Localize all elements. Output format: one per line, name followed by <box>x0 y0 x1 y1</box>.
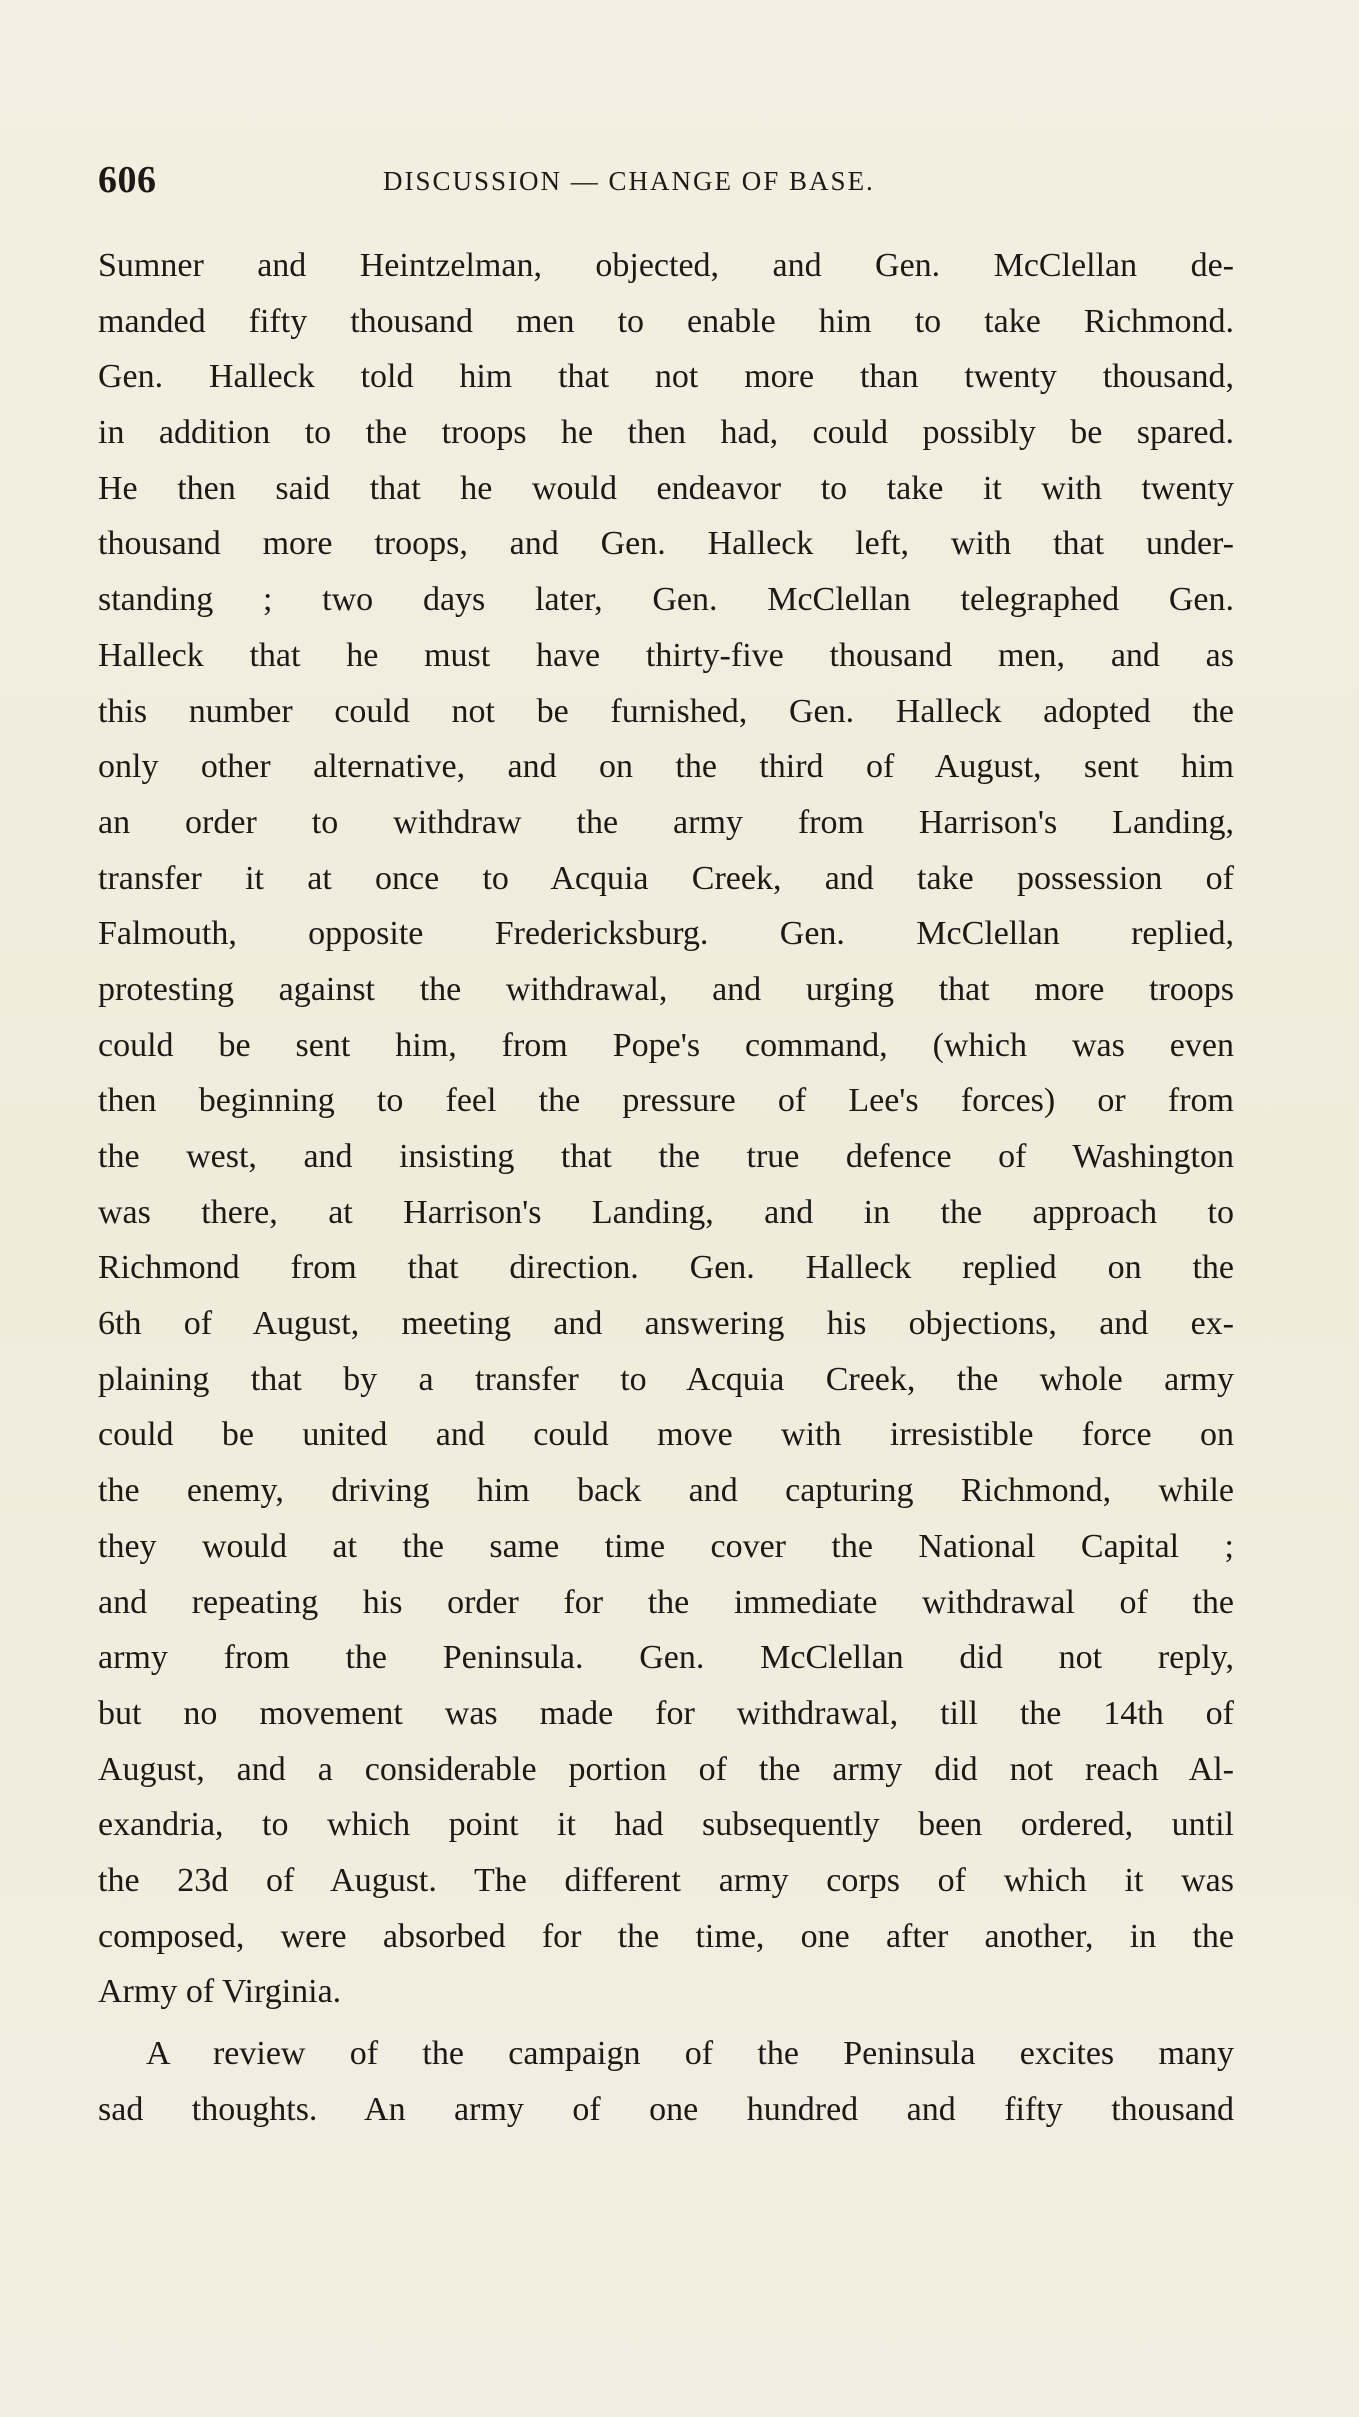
text-line: Gen. Halleck told him that not more than twenty thousand, <box>98 358 1234 396</box>
text-line: thousand more troops, and Gen. Halleck left, with that under- <box>98 525 1234 563</box>
text-line: exandria, to which point it had subsequently been ordered, until <box>98 1806 1234 1844</box>
text-line: Halleck that he must have thirty-five thousand men, and as <box>98 636 1234 674</box>
text-line: 6th of August, meeting and answering his objections, and ex- <box>98 1305 1234 1343</box>
text-line: could be united and could move with irresistible force on <box>98 1416 1234 1454</box>
text-line: He then said that he would endeavor to take it with twenty <box>98 469 1234 507</box>
text-line: Richmond from that direction. Gen. Halleck replied on the <box>98 1249 1234 1287</box>
text-line: in addition to the troops he then had, could possibly be spared. <box>98 414 1234 452</box>
page-number: 606 <box>98 159 157 201</box>
text-line: August, and a considerable portion of the army did not reach Al- <box>98 1750 1234 1788</box>
text-line: only other alternative, and on the third of August, sent him <box>98 748 1234 786</box>
text-line: plaining that by a transfer to Acquia Creek, the whole army <box>98 1360 1234 1398</box>
text-line: transfer it at once to Acquia Creek, and take possession of <box>98 859 1234 897</box>
page-header <box>98 158 1243 208</box>
paragraph <box>98 238 1234 2020</box>
text-line: this number could not be furnished, Gen. Halleck adopted the <box>98 692 1234 730</box>
text-line: protesting against the withdrawal, and urging that more troops <box>98 970 1234 1008</box>
text-line: and repeating his order for the immediate withdrawal of the <box>98 1583 1234 1621</box>
text-line: Falmouth, opposite Fredericksburg. Gen. McClellan replied, <box>98 915 1234 953</box>
text-line: but no movement was made for withdrawal, till the 14th of <box>98 1694 1234 1732</box>
body-text <box>98 238 1234 2137</box>
running-head: DISCUSSION — CHANGE OF BASE. <box>383 166 875 196</box>
text-line: they would at the same time cover the National Capital ; <box>98 1527 1234 1565</box>
text-line: the 23d of August. The different army corps of which it was <box>98 1861 1234 1899</box>
text-line: could be sent him, from Pope's command, (which was even <box>98 1026 1234 1064</box>
text-line: standing ; two days later, Gen. McClellan telegraphed Gen. <box>98 581 1234 619</box>
text-line: was there, at Harrison's Landing, and in the approach to <box>98 1193 1234 1231</box>
text-line: sad thoughts. An army of one hundred and fifty thousand <box>98 2090 1234 2128</box>
text-line: Army of Virginia. <box>98 1973 342 2011</box>
text-line: then beginning to feel the pressure of Lee's forces) or from <box>98 1082 1234 1120</box>
text-line: an order to withdraw the army from Harrison's Landing, <box>98 803 1234 841</box>
text-line: Sumner and Heintzelman, objected, and Gen. McClellan de- <box>98 247 1234 284</box>
text-line: the enemy, driving him back and capturing Richmond, while <box>98 1472 1234 1510</box>
text-line: composed, were absorbed for the time, one after another, in the <box>98 1917 1234 1955</box>
text-line: army from the Peninsula. Gen. McClellan did not reply, <box>98 1639 1234 1677</box>
text-line: manded fifty thousand men to enable him to take Richmond. <box>98 302 1234 340</box>
text-line: the west, and insisting that the true defence of Washington <box>98 1138 1234 1175</box>
paragraph <box>98 2026 1234 2137</box>
text-line: A review of the campaign of the Peninsula excites many <box>146 2035 1234 2072</box>
